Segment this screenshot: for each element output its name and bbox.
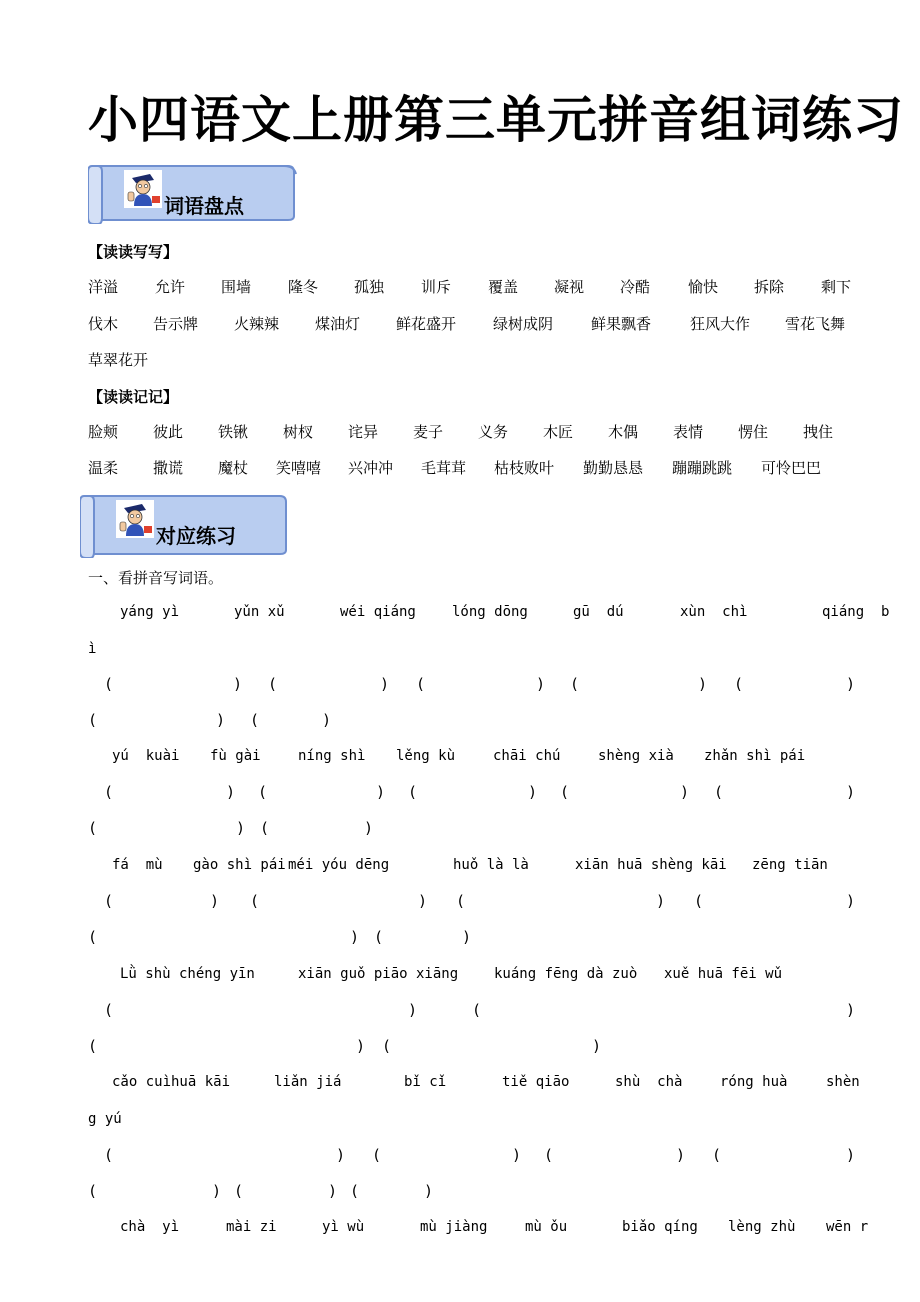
answer-blank-open[interactable]: ( xyxy=(104,1001,114,1019)
pinyin-prompt: mài zi xyxy=(226,1219,277,1235)
answer-blank-open[interactable]: ( xyxy=(104,892,114,910)
vocab-word: 鲜花盛开 xyxy=(396,315,457,333)
vocab-word: 可怜巴巴 xyxy=(761,459,822,477)
answer-blank-open[interactable]: ( xyxy=(88,1037,98,1055)
answer-blank-close[interactable]: ) xyxy=(846,892,856,910)
vocab-word: 拆除 xyxy=(754,278,785,296)
teacher-mascot-icon xyxy=(116,500,154,538)
pinyin-prompt: yú kuài xyxy=(112,748,180,764)
answer-blank-open[interactable]: ( xyxy=(88,1182,98,1200)
vocab-word: 笑嘻嘻 xyxy=(276,459,322,477)
answer-blank-open[interactable]: ( xyxy=(88,928,98,946)
answer-blank-close[interactable]: ) xyxy=(680,783,690,801)
pinyin-prompt: tiě qiāo xyxy=(502,1074,570,1090)
vocab-word: 训斥 xyxy=(421,278,452,296)
pinyin-prompt: méi yóu dēng xyxy=(288,857,390,873)
pinyin-prompt: huǒ là là xyxy=(453,857,529,873)
vocab-word: 蹦蹦跳跳 xyxy=(672,459,733,477)
answer-blank-close[interactable]: ) xyxy=(356,1037,366,1055)
vocab-word: 告示牌 xyxy=(153,315,199,333)
vocab-word: 树杈 xyxy=(283,423,314,441)
answer-blank-close[interactable]: ) xyxy=(236,819,246,837)
pinyin-prompt: zēng tiān xyxy=(752,857,828,873)
answer-blank-open[interactable]: ( xyxy=(416,675,426,693)
vocab-word: 煤油灯 xyxy=(315,315,361,333)
answer-blank-open[interactable]: ( xyxy=(712,1146,722,1164)
vocab-word: 义务 xyxy=(478,423,509,441)
pinyin-prompt: lóng dōng xyxy=(452,604,528,620)
answer-blank-open[interactable]: ( xyxy=(88,819,98,837)
answer-blank-close[interactable]: ) xyxy=(336,1146,346,1164)
vocab-word: 兴冲冲 xyxy=(348,459,394,477)
pinyin-prompt: yì wù xyxy=(322,1219,365,1235)
pinyin-prompt: gào shì pái xyxy=(193,857,286,873)
pinyin-prompt: mù jiàng xyxy=(420,1219,488,1235)
pinyin-prompt: qiáng b xyxy=(822,604,890,620)
pinyin-prompt: yáng yì xyxy=(120,604,180,620)
answer-blank-close[interactable]: ) xyxy=(210,892,220,910)
vocab-word: 木匠 xyxy=(543,423,574,441)
pinyin-prompt: xuě huā fēi wǔ xyxy=(664,966,783,982)
pinyin-prompt: wēn r xyxy=(826,1219,869,1235)
answer-blank-close[interactable]: ) xyxy=(364,819,374,837)
answer-blank-close[interactable]: ) xyxy=(408,1001,418,1019)
vocab-word: 隆冬 xyxy=(288,278,319,296)
pinyin-prompt: bǐ cǐ xyxy=(404,1074,447,1090)
vocab-word: 彼此 xyxy=(153,423,184,441)
answer-blank-open[interactable]: ( xyxy=(544,1146,554,1164)
answer-blank-open[interactable]: ( xyxy=(456,892,466,910)
page-title: 小四语文上册第三单元拼音组词练习 xyxy=(88,90,904,149)
pinyin-prompt: shèn xyxy=(826,1074,860,1090)
vocab-word: 洋溢 xyxy=(88,278,119,296)
answer-blank-open[interactable]: ( xyxy=(234,1182,244,1200)
answer-blank-open[interactable]: ( xyxy=(372,1146,382,1164)
answer-blank-close[interactable]: ) xyxy=(212,1182,222,1200)
answer-blank-open[interactable]: ( xyxy=(570,675,580,693)
answer-blank-close[interactable]: ) xyxy=(328,1182,338,1200)
vocab-word: 毛茸茸 xyxy=(421,459,467,477)
answer-blank-open[interactable]: ( xyxy=(258,783,268,801)
answer-blank-close[interactable]: ) xyxy=(216,711,226,729)
answer-blank-close[interactable]: ) xyxy=(226,783,236,801)
answer-blank-close[interactable]: ) xyxy=(424,1182,434,1200)
pinyin-prompt: xiān guǒ piāo xiāng xyxy=(298,966,459,982)
answer-blank-close[interactable]: ) xyxy=(350,928,360,946)
answer-blank-close[interactable]: ) xyxy=(462,928,472,946)
answer-blank-open[interactable]: ( xyxy=(268,675,278,693)
vocab-word: 孤独 xyxy=(354,278,385,296)
pinyin-prompt: níng shì xyxy=(298,748,366,764)
pinyin-prompt: róng huà xyxy=(720,1074,788,1090)
vocab-word: 麦子 xyxy=(413,423,444,441)
pinyin-prompt: yǔn xǔ xyxy=(234,604,285,620)
vocab-word: 木偶 xyxy=(608,423,639,441)
pinyin-prompt: biǎo qíng xyxy=(622,1219,698,1235)
vocab-word: 雪花飞舞 xyxy=(785,315,846,333)
answer-blank-open[interactable]: ( xyxy=(104,1146,114,1164)
exercise-title: 一、看拼音写词语。 xyxy=(88,569,224,587)
pinyin-prompt: zhǎn shì pái xyxy=(704,748,806,764)
answer-blank-open[interactable]: ( xyxy=(350,1182,360,1200)
answer-blank-open[interactable]: ( xyxy=(472,1001,482,1019)
vocab-word: 勤勤恳恳 xyxy=(583,459,644,477)
vocab-word: 伐木 xyxy=(88,315,119,333)
vocab-word: 围墙 xyxy=(221,278,252,296)
vocab-word: 鲜果飘香 xyxy=(591,315,652,333)
answer-blank-close[interactable]: ) xyxy=(376,783,386,801)
answer-blank-open[interactable]: ( xyxy=(714,783,724,801)
vocab-word: 绿树成阴 xyxy=(493,315,554,333)
vocab-word: 表情 xyxy=(673,423,704,441)
answer-blank-close[interactable]: ) xyxy=(528,783,538,801)
answer-blank-close[interactable]: ) xyxy=(846,783,856,801)
vocab-word: 覆盖 xyxy=(488,278,519,296)
read-remember-heading: 【读读记记】 xyxy=(88,388,179,406)
vocab-word: 冷酷 xyxy=(620,278,651,296)
pinyin-prompt: g yú xyxy=(88,1111,122,1127)
answer-blank-open[interactable]: ( xyxy=(104,783,114,801)
answer-blank-close[interactable]: ) xyxy=(233,675,243,693)
answer-blank-open[interactable]: ( xyxy=(260,819,270,837)
vocab-word: 凝视 xyxy=(554,278,585,296)
answer-blank-close[interactable]: ) xyxy=(698,675,708,693)
vocab-word: 剩下 xyxy=(821,278,852,296)
pinyin-prompt: chāi chú xyxy=(493,748,561,764)
vocab-word: 脸颊 xyxy=(88,423,119,441)
pinyin-prompt: chà yì xyxy=(120,1219,180,1235)
pinyin-prompt: shèng xià xyxy=(598,748,674,764)
practice-banner xyxy=(80,492,290,550)
pinyin-prompt: wéi qiáng xyxy=(340,604,416,620)
vocab-banner xyxy=(88,162,298,220)
answer-blank-close[interactable]: ) xyxy=(512,1146,522,1164)
answer-blank-close[interactable]: ) xyxy=(380,675,390,693)
pinyin-prompt: xiān huā shèng kāi xyxy=(575,857,727,873)
pinyin-prompt: shù chà xyxy=(615,1074,683,1090)
answer-blank-open[interactable]: ( xyxy=(382,1037,392,1055)
vocab-word: 草翠花开 xyxy=(88,351,149,369)
read-write-heading: 【读读写写】 xyxy=(88,243,179,261)
answer-blank-open[interactable]: ( xyxy=(560,783,570,801)
answer-blank-open[interactable]: ( xyxy=(250,892,260,910)
answer-blank-open[interactable]: ( xyxy=(104,675,114,693)
pinyin-prompt: lèng zhù xyxy=(728,1219,796,1235)
answer-blank-open[interactable]: ( xyxy=(88,711,98,729)
vocab-word: 愉快 xyxy=(688,278,719,296)
vocab-word: 温柔 xyxy=(88,459,119,477)
answer-blank-close[interactable]: ) xyxy=(846,1001,856,1019)
answer-blank-open[interactable]: ( xyxy=(734,675,744,693)
answer-blank-close[interactable]: ) xyxy=(846,675,856,693)
pinyin-prompt: mù ǒu xyxy=(525,1219,568,1235)
teacher-mascot-icon xyxy=(124,170,162,208)
vocab-word: 枯枝败叶 xyxy=(494,459,555,477)
answer-blank-close[interactable]: ) xyxy=(656,892,666,910)
answer-blank-open[interactable]: ( xyxy=(694,892,704,910)
pinyin-prompt: Lǜ shù chéng yīn xyxy=(120,966,255,982)
pinyin-prompt: fù gài xyxy=(210,748,261,764)
answer-blank-open[interactable]: ( xyxy=(374,928,384,946)
vocab-banner-label: 词语盘点 xyxy=(164,194,244,218)
vocab-word: 铁锹 xyxy=(218,423,249,441)
answer-blank-close[interactable]: ) xyxy=(846,1146,856,1164)
answer-blank-close[interactable]: ) xyxy=(676,1146,686,1164)
pinyin-prompt: fá mù xyxy=(112,857,163,873)
pinyin-prompt: kuáng fēng dà zuò xyxy=(494,966,638,982)
answer-blank-close[interactable]: ) xyxy=(536,675,546,693)
vocab-word: 愣住 xyxy=(738,423,769,441)
vocab-word: 狂风大作 xyxy=(690,315,751,333)
vocab-word: 允许 xyxy=(155,278,186,296)
answer-blank-open[interactable]: ( xyxy=(408,783,418,801)
pinyin-prompt: lěng kù xyxy=(396,748,456,764)
practice-banner-label: 对应练习 xyxy=(156,524,236,548)
pinyin-prompt: gū dú xyxy=(573,604,624,620)
pinyin-prompt: liǎn jiá xyxy=(274,1074,342,1090)
answer-blank-close[interactable]: ) xyxy=(418,892,428,910)
answer-blank-close[interactable]: ) xyxy=(592,1037,602,1055)
vocab-word: 诧异 xyxy=(348,423,379,441)
vocab-word: 拽住 xyxy=(803,423,834,441)
answer-blank-open[interactable]: ( xyxy=(250,711,260,729)
vocab-word: 火辣辣 xyxy=(234,315,280,333)
vocab-word: 魔杖 xyxy=(218,459,249,477)
answer-blank-close[interactable]: ) xyxy=(322,711,332,729)
pinyin-prompt: ì xyxy=(88,641,97,657)
pinyin-prompt: xùn chì xyxy=(680,604,748,620)
pinyin-prompt: cǎo cuìhuā kāi xyxy=(112,1074,231,1090)
vocab-word: 撒谎 xyxy=(153,459,184,477)
